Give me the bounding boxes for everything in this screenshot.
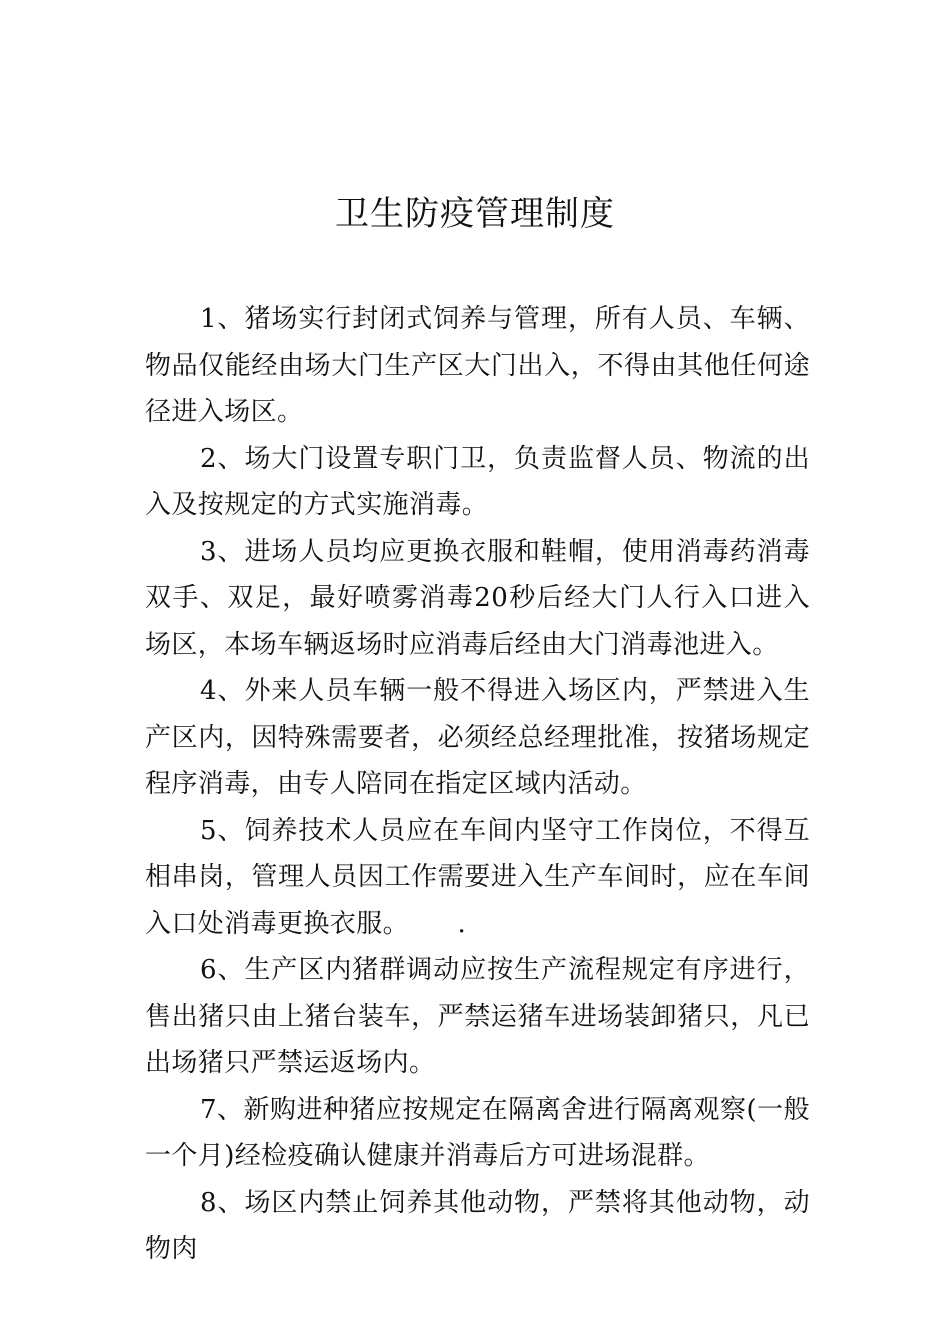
paragraph-8: 8、场区内禁止饲养其他动物，严禁将其他动物，动物肉 xyxy=(145,1187,810,1264)
paragraph-4: 4、外来人员车辆一般不得进入场区内，严禁进入生产区内，因特殊需要者，必须经总经理批准，按猪场规定程序消毒，由专人陪同在指定区域内活动。 xyxy=(145,676,810,799)
paragraph-2: 2、场大门设置专职门卫，负责监督人员、物流的出入及按规定的方式实施消毒。 xyxy=(145,443,810,520)
paragraph-1: 1、猪场实行封闭式饲养与管理，所有人员、车辆、物品仅能经由场大门生产区大门出入，不得由其他任何途径进入场区。 xyxy=(145,304,810,427)
paragraph-7: 7、新购进种猪应按规定在隔离舍进行隔离观察(一般一个月)经检疫确认健康并消毒后方可进场混群。 xyxy=(145,1094,810,1171)
document-title: 卫生防疫管理制度 xyxy=(335,194,615,234)
paragraph-6: 6、生产区内猪群调动应按生产流程规定有序进行，售出猪只由上猪台装车，严禁运猪车进场装卸猪只，凡已出场猪只严禁运返场内。 xyxy=(145,955,810,1078)
document-body xyxy=(145,296,810,1273)
paragraph-5: 5、饲养技术人员应在车间内坚守工作岗位，不得互相串岗，管理人员因工作需要进入生产车间时，应在车间入口处消毒更换衣服。 . xyxy=(145,815,810,939)
paragraph-3: 3、进场人员均应更换衣服和鞋帽，使用消毒药消毒双手、双足，最好喷雾消毒20秒后经大门人行入口进入场区，本场车辆返场时应消毒后经由大门消毒池进入。 xyxy=(145,536,810,660)
